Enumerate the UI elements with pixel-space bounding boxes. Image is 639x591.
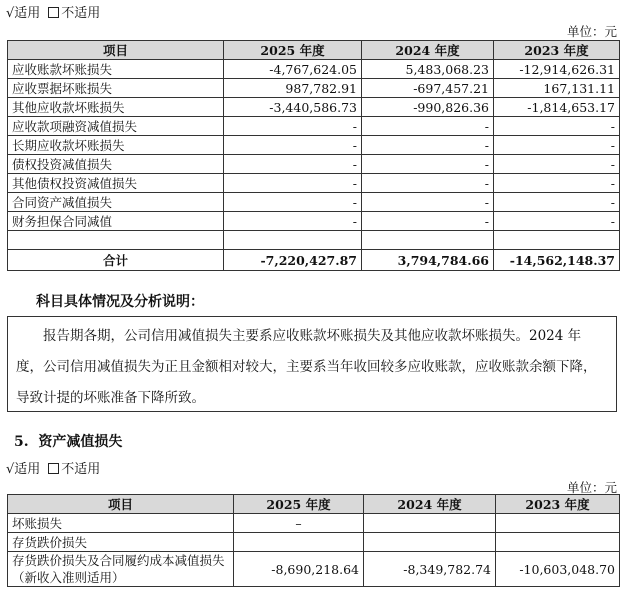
- value-2023: [494, 231, 620, 250]
- applicability-line: [6, 2, 100, 21]
- credit-impairment-table: [7, 40, 620, 271]
- value-2023: -12,914,626.31: [494, 60, 620, 79]
- value-2023: [496, 514, 620, 533]
- value-2025: [224, 231, 362, 250]
- value-2025: -: [224, 117, 362, 136]
- value-2024: 5,483,068.23: [362, 60, 494, 79]
- value-2025: -8,690,218.64: [234, 552, 364, 587]
- value-2023: -: [494, 193, 620, 212]
- total-2025: -7,220,427.87: [224, 250, 362, 271]
- row-item-label: 其他债权投资减值损失: [8, 174, 224, 193]
- row-item-label: 债权投资减值损失: [8, 155, 224, 174]
- value-2024: [362, 231, 494, 250]
- section-title: 资产减值损失: [38, 434, 123, 450]
- row-item-label: 坏账损失: [8, 514, 234, 533]
- section-5-heading: [14, 431, 122, 451]
- row-item-label: 应收款项融资减值损失: [8, 117, 224, 136]
- applicable-checked: √适用: [6, 6, 41, 21]
- table-row: [8, 98, 620, 117]
- row-item-label: 应收账款坏账损失: [8, 60, 224, 79]
- value-2025: -: [224, 174, 362, 193]
- not-applicable-label-2: 不适用: [61, 462, 101, 477]
- value-2023: -: [494, 155, 620, 174]
- value-2024: -: [362, 193, 494, 212]
- value-2024: -8,349,782.74: [364, 552, 496, 587]
- value-2023: -: [494, 117, 620, 136]
- checkbox-empty-icon: [48, 463, 59, 474]
- row-item-label: 存货跌价损失及合同履约成本减值损失（新收入准则适用）: [8, 552, 234, 587]
- value-2024: -: [362, 136, 494, 155]
- unit-label-2: 单位：元: [566, 480, 617, 495]
- asset-impairment-table: [7, 494, 620, 587]
- value-2025: -: [224, 155, 362, 174]
- value-2023: -: [494, 136, 620, 155]
- header-2024: 2024 年度: [362, 41, 494, 60]
- header-2023: 2023 年度: [494, 41, 620, 60]
- header-2024: 2024 年度: [364, 495, 496, 514]
- total-2024: 3,794,784.66: [362, 250, 494, 271]
- value-2023: 167,131.11: [494, 79, 620, 98]
- table-row: [8, 136, 620, 155]
- table-row: [8, 174, 620, 193]
- value-2025: 987,782.91: [224, 79, 362, 98]
- value-2025: -: [224, 193, 362, 212]
- table-row: [8, 193, 620, 212]
- header-item: 项目: [8, 41, 224, 60]
- total-label: 合计: [8, 250, 224, 271]
- row-item-label: [8, 231, 224, 250]
- value-2024: -: [362, 212, 494, 231]
- value-2025: –: [234, 514, 364, 533]
- value-2025: [234, 533, 364, 552]
- value-2023: -: [494, 212, 620, 231]
- section-number: 5.: [14, 434, 29, 450]
- total-2023: -14,562,148.37: [494, 250, 620, 271]
- row-item-label: 财务担保合同减值: [8, 212, 224, 231]
- total-row: [8, 250, 620, 271]
- analysis-paragraph: 报告期各期，公司信用减值损失主要系应收账款坏账损失及其他应收款坏账损失。2024 年度，公司信用减值损失为正且金额相对较大，主要系当年收回较多应收账款，应收账款余额下降，导致计提的坏账准备下降所致。: [16, 328, 597, 406]
- analysis-heading: 科目具体情况及分析说明：: [36, 294, 204, 310]
- row-item-label: 合同资产减值损失: [8, 193, 224, 212]
- header-2025: 2025 年度: [234, 495, 364, 514]
- table-row: [8, 155, 620, 174]
- header-2023: 2023 年度: [496, 495, 620, 514]
- value-2025: -4,767,624.05: [224, 60, 362, 79]
- analysis-box: [7, 316, 617, 412]
- table-row: [8, 533, 620, 552]
- value-2024: [364, 533, 496, 552]
- table-row: [8, 79, 620, 98]
- table-row: [8, 231, 620, 250]
- row-item-label: 应收票据坏账损失: [8, 79, 224, 98]
- table-row: [8, 212, 620, 231]
- unit-label: 单位：元: [566, 24, 617, 39]
- value-2024: -697,457.21: [362, 79, 494, 98]
- value-2024: -: [362, 117, 494, 136]
- value-2024: -990,826.36: [362, 98, 494, 117]
- table-row: [8, 60, 620, 79]
- table-row: [8, 552, 620, 587]
- value-2023: -: [494, 174, 620, 193]
- value-2024: -: [362, 155, 494, 174]
- not-applicable-label: 不适用: [61, 6, 101, 21]
- row-item-label: 存货跌价损失: [8, 533, 234, 552]
- applicability-line-2: [6, 458, 100, 477]
- row-item-label: 长期应收款坏账损失: [8, 136, 224, 155]
- applicable-checked-2: √适用: [6, 462, 41, 477]
- value-2025: -3,440,586.73: [224, 98, 362, 117]
- table-row: [8, 514, 620, 533]
- header-2025: 2025 年度: [224, 41, 362, 60]
- table-header-row: [8, 41, 620, 60]
- row-item-label: 其他应收款坏账损失: [8, 98, 224, 117]
- value-2025: -: [224, 136, 362, 155]
- value-2025: -: [224, 212, 362, 231]
- value-2023: [496, 533, 620, 552]
- value-2023: -1,814,653.17: [494, 98, 620, 117]
- table-row: [8, 117, 620, 136]
- header-item: 项目: [8, 495, 234, 514]
- value-2024: -: [362, 174, 494, 193]
- value-2023: -10,603,048.70: [496, 552, 620, 587]
- checkbox-empty-icon: [48, 7, 59, 18]
- value-2024: [364, 514, 496, 533]
- table-header-row: [8, 495, 620, 514]
